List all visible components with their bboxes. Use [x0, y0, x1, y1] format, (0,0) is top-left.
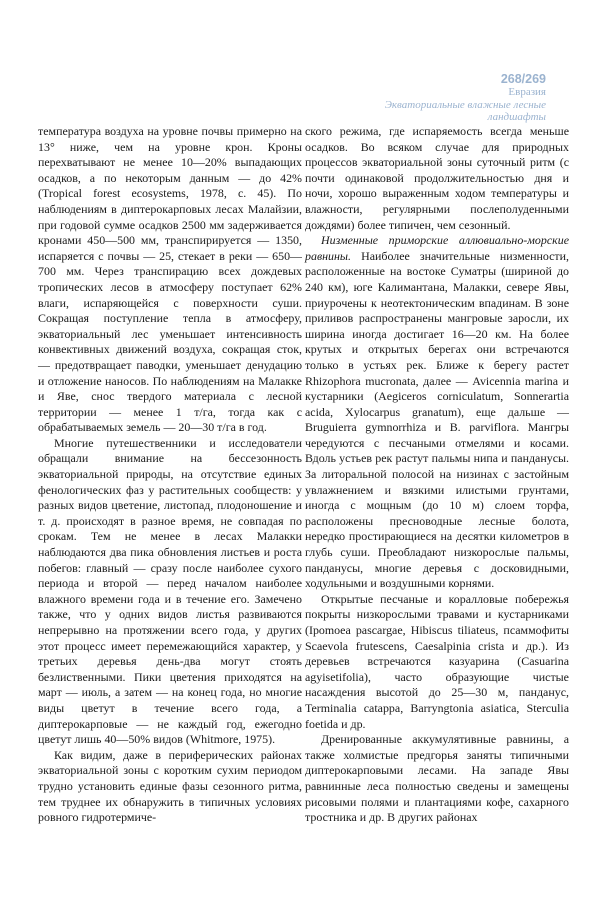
page-numbers: 268/269: [500, 72, 546, 86]
paragraph-body: Наиболее значительные низменности, расположенные на востоке Суматры (шириной до 240 км), юге Калимантана, Малакки, севере Явы, приурочены к неотектоническим впадинам. В зоне приливов распространены мангровые заросли, их ширина иногда достигает 16—20 км. На более крутых и открытых берегах они встречаются только в устьях рек. Ближе к берегу растет Rhizophora mucronata, далее — Avicennia marina и кустарники (Aegiceros corniculatum, Sonnerartia acida, Xylocarpus granatum), еще дальше — Bruguierra gymnorrhiza и B. parviflora. Мангры чередуются с песчаными отмелями и косами. Вдоль устьев рек растут пальмы нипа и панданусы. За литоральной полосой на низинах с застойным увлажнением и вязкими илистыми грунтами, иногда с мощным (до 10 м) слоем торфа, расположены пресноводные лесные болота, нередко простирающиеся на десятки километров в глубь суши. Преобладают низкорослые пальмы, панданусы, многие деревья с досковидными, ходульными и воздушными корнями.: [305, 248, 569, 591]
paragraph: Дренированные аккумулятивные равнины, а также холмистые предгорья заняты типичными диптерокарповыми лесами. На западе Явы равнинные леса полностью сведены и замещены рисовыми полями и плантациями кофе, сахарного тростника и др. В других районах: [305, 732, 569, 825]
running-header: [316, 72, 546, 124]
paragraph: температура воздуха на уровне почвы примерно на 13° ниже, чем на уровне крон. Кроны перехватывают не менее 10—20% выпадающих осадков, а по некоторым данным — до 42% (Tropical forest ecosystems, 1978, с. 45). По наблюдениям в диптерокарповых лесах Малайзии, при годовой сумме осадков 2500 мм задерживается кронами 450—500 мм, транспирируется — 1350, испаряется с почвы — 25, стекает в реки — 650—700 мм. Через транспирацию всех дождевых тропических лесов в атмосферу поступает 62% влаги, испаряющейся с поверхности суши. Сокращая поступление тепла в атмосферу, экваториальный лес уменьшает интенсивность конвективных движений воздуха, сокращая сток, — предотвращает паводки, уменьшает денудацию и отложение наносов. По наблюдениям на Малакке и Яве, снос твердого материала с лесной территории — менее 1 т/га, тогда как с обрабатываемых земель — 20—30 т/га в год.: [38, 124, 302, 435]
paragraph: ского режима, где испаряемость всегда меньше осадков. Во всяком случае для природных процессов экваториальной зоны суточный ритм (с почти одинаковой продолжительностью дня и ночи, хорошо выраженным ходом температуры и влажности, регулярными послеполуденными дождями) более типичен, чем сезонный.: [305, 124, 569, 232]
right-column: [305, 124, 569, 826]
subsection-title-line2: ландшафты: [487, 111, 546, 123]
subsection-title-line1: Экваториальные влажные лесные: [384, 98, 546, 111]
left-column: [38, 124, 302, 826]
paragraph: [305, 233, 569, 592]
section-heading: Низменные приморские аллювиально-морские равнины.: [305, 233, 569, 263]
section-title: Евразия: [508, 86, 546, 98]
paragraph: Открытые песчаные и коралловые побережья покрыты низкорослыми травами и кустарниками (Ipomoea pascargae, Hibiscus tiliateus, псаммофиты Scaevola frutescens, Caesalpinia crista и др.). Из деревьев встречаются казуарина (Casuarina agyisetifolia), часто образующие чистые насаждения высотой до 25—30 м, панданус, Terminalia catappa, Barryngtonia asiatica, Sterculia foetida и др.: [305, 591, 569, 731]
paragraph: Многие путешественники и исследователи обращали внимание на бессезонность экваториальной природы, на отсутствие единых фенологических фаз у растительных сообществ: у разных видов цветение, листопад, плодоношение и т. д. происходят в разное время, не совпадая по срокам. Тем не менее в лесах Малакки наблюдаются два пика обновления листьев и роста побегов: главный — сразу после наиболее сухого периода и второй — перед началом наиболее влажного времени года и в течение его. Замечено также, что у одних видов листья развиваются непрерывно на протяжении всего года, у других этот процесс имеет перемежающийся характер, у третьих деревья день-два могут стоять безлиственными. Пики цветения приходятся на март — июль, а затем — на конец года, но многие виды цветут в течение всего года, а диптерокарповые — не каждый год, ежегодно цветут лишь 40—50% видов (Whitmore, 1975).: [38, 435, 302, 747]
paragraph: Как видим, даже в периферических районах экваториальной зоны с коротким сухим периодом трудно установить единые фазы сезонного ритма, тем труднее их обнаружить в типичных условиях ровного гидротермиче-: [38, 747, 302, 825]
